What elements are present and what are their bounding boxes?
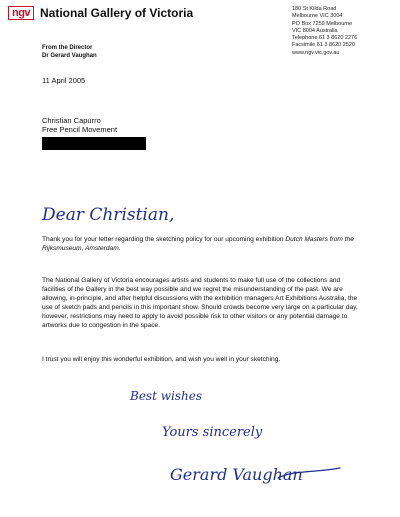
exhibition-title: Dutch Masters from the Rijksmuseum, Amsterdam.: [42, 236, 354, 252]
director-name: Dr Gerard Vaughan: [42, 53, 97, 59]
address-line: PO Box 7259 Melbourne: [292, 20, 353, 27]
from-director-label: From the Director: [42, 45, 93, 51]
handwritten-salutation: [40, 198, 220, 228]
address-line: Facsimile 61 3 8620 2520: [292, 42, 355, 49]
paragraph-2: The National Gallery of Victoria encourages artists and students to make full use of the collections and facilities of the Gallery in the best way possible and we regret the misunderstanding of the past. We are allowing, in-principle, and after helpful discussions with the exhibition managers Art Exhibitions Australia, the use of sketch pads and pencils in this important show. Should crowds become very large on a particular day, however, restrictions may need to apply to avoid possible risk to other visitors or any potential damage to artworks due to congestion in the space.: [42, 277, 358, 329]
redaction-bar: [42, 137, 146, 150]
address-line: VIC 8004 Australia: [292, 27, 338, 34]
paragraph-1-text: Thank you for your letter regarding the sketching policy for our upcoming exhibition: [42, 236, 286, 243]
ngv-logo: [8, 6, 34, 20]
handwritten-closing: [128, 378, 348, 498]
gallery-address: [292, 6, 357, 57]
logo-text: ngv: [11, 7, 31, 19]
recipient-organisation: Free Pencil Movement: [42, 125, 118, 134]
address-line: www.ngv.vic.gov.au: [292, 49, 340, 56]
address-line: Telephone 61 3 8620 2276: [292, 35, 358, 42]
closing-yours-sincerely: Yours sincerely: [162, 425, 263, 440]
address-line: Melbourne VIC 3004: [292, 13, 343, 20]
paragraph-3: I trust you will enjoy this wonderful exhibition, and wish you well in your sketching.: [42, 356, 281, 363]
salutation-text: Dear Christian,: [42, 205, 175, 225]
paragraph-1: [42, 235, 362, 253]
gallery-name: National Gallery of Victoria: [40, 6, 194, 20]
signature: Gerard Vaughan: [170, 465, 303, 484]
recipient-name: Christian Capurro: [42, 116, 101, 125]
address-line: 180 St Kilda Road: [292, 6, 337, 12]
letter-date: 11 April 2005: [42, 76, 86, 85]
closing-best-wishes: Best wishes: [130, 389, 202, 403]
